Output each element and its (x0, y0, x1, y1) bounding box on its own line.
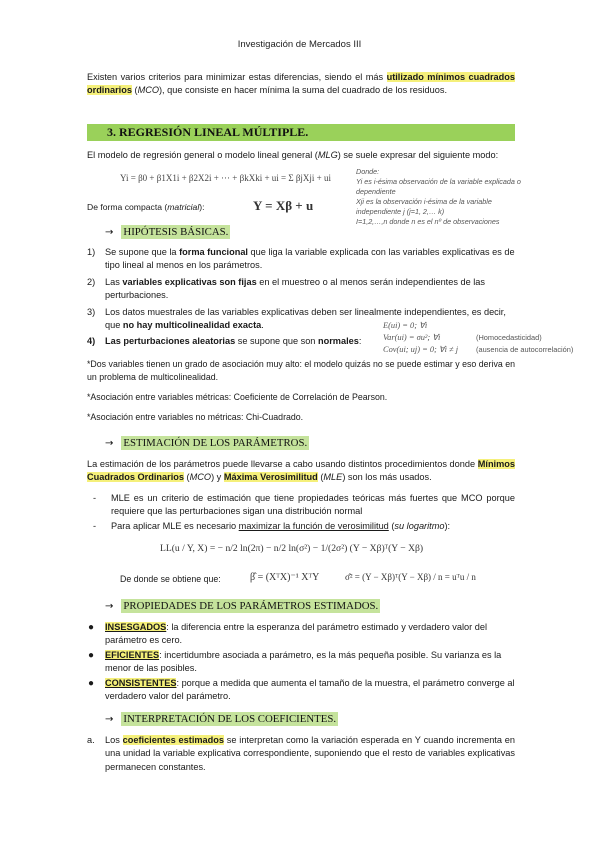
hipotesis-item-4: 4) Las perturbaciones aleatorias se supone que son normales: (87, 336, 362, 347)
hipotesis-item-3: 3) Los datos muestrales de las variables explicativas deben ser linealmente independientes, es decir, que no hay multicolinealidad exacta. (87, 306, 506, 331)
note-pearson: *Asociación entre variables métricas: Coeficiente de Correlación de Pearson. (87, 392, 388, 402)
model-paragraph: El modelo de regresión general o modelo lineal general (MLG) se suele expresar del siguiente modo: (87, 150, 499, 160)
donde-block: Donde: Yi es i-ésima observación de la variable explicada o dependiente Xji es la observación i-ésima de la variable independiente j (j=1, 2,… k) I=1,2,…,n donde n es el nº de observaciones (356, 167, 521, 226)
estimacion-heading: → ESTIMACIÓN DE LOS PARÁMETROS. (105, 437, 308, 449)
intro-highlight: utilizado mínimos cuadrados ordinarios (87, 72, 515, 96)
propiedades-list (88, 621, 515, 703)
estimacion-item-mle: - MLE es un criterio de estimación que tiene propiedades teóricas más fuertes que MCO porque requiere que las perturbaciones sigan una distribución normal (93, 493, 515, 517)
propiedad-insesgados: ● INSESGADOS: la diferencia entre la esperanza del parámetro estimado y verdadero valor del parámetro es cero. (88, 622, 487, 646)
hipotesis-item-1: 1) Se supone que la forma funcional que liga la variable explicada con las variables explicativas es de tipo lineal al menos en los parámetros. (87, 247, 515, 271)
interpretacion-item-a: a. Los coeficientes estimados se interpretan como la variación esperada en Y cuando incrementa en una unidad la variable explicativa correspondiente, suponiendo que el resto de variables explicativas permanecen constantes. (87, 735, 515, 772)
compact-form-label: De forma compacta (matricial): (87, 202, 205, 212)
estimacion-paragraph: La estimación de los parámetros puede llevarse a cabo usando distintos procedimientos donde Mínimos Cuadrados Ordinarios (MCO) y Máxima Verosimilitud (MLE) son los más usados. (87, 459, 515, 483)
sigma-equation: σ̂² = (Y − Xβ)ᵀ(Y − Xβ) / n = uᵀu / n (345, 572, 476, 582)
estimacion-item-verosimilitud: - Para aplicar MLE es necesario maximizar la función de verosimilitud (su logaritmo): (93, 520, 451, 531)
section-3-heading: 3. REGRESIÓN LINEAL MÚLTIPLE. (87, 124, 515, 141)
propiedad-consistentes: ● CONSISTENTES: porque a medida que aumenta el tamaño de la muestra, el parámetro converge al verdadero valor del parámetro. (88, 677, 515, 702)
page-header: Investigación de Mercados III (237, 39, 362, 50)
conditions-block (383, 320, 574, 356)
condition-2: Var(ui) = σu²; ∀i (Homocedasticidad) (383, 333, 542, 342)
note-chi-cuadrado: *Asociación entre variables no métricas: Chi-Cuadrado. (87, 412, 304, 422)
propiedad-eficientes: ● EFICIENTES: incertidumbre asociada a parámetro, es la más pequeña posible. Su varianza es la menor de las posibles. (88, 649, 502, 674)
beta-equation: β̂ = (XᵀX)⁻¹ XᵀY (250, 572, 320, 583)
condition-1: E(ui) = 0; ∀i (383, 321, 428, 330)
compact-equation: Y = Xβ + u (253, 198, 314, 213)
obtiene-label: De donde se obtiene que: (120, 574, 221, 584)
estimacion-list (93, 492, 515, 533)
hipotesis-item-2: 2) Las variables explicativas son fijas en el muestreo o al menos serán independientes de las perturbaciones. (87, 276, 486, 301)
hipotesis-heading: → HIPÓTESIS BÁSICAS. (105, 226, 229, 238)
condition-3: Cov(ui; uj) = 0; ∀i ≠ j (ausencia de autocorrelación) (383, 345, 574, 354)
interpretacion-heading: → INTERPRETACIÓN DE LOS COEFICIENTES. (105, 713, 337, 725)
loglik-equation: LL(u / Y, X) = − n/2 ln(2π) − n/2 ln(σ²) − 1/(2σ²) (Y − Xβ)ᵀ(Y − Xβ) (160, 543, 424, 554)
model-equation: Yi = β0 + β1X1i + β2X2i + ··· + βkXki + ui = Σ βjXji + ui (120, 173, 331, 183)
note-multicolinealidad: *Dos variables tienen un grado de asociación muy alto: el modelo quizás no se puede estimar y eso deriva en un problema de multicolinealidad. (87, 359, 515, 383)
propiedades-heading: → PROPIEDADES DE LOS PARÁMETROS ESTIMADOS. (105, 600, 379, 612)
intro-paragraph: Existen varios criterios para minimizar estas diferencias, siendo el más utilizado mínimos cuadrados ordinarios (MCO), que consiste en hacer mínima la suma del cuadrado de los residuos. (87, 72, 515, 96)
